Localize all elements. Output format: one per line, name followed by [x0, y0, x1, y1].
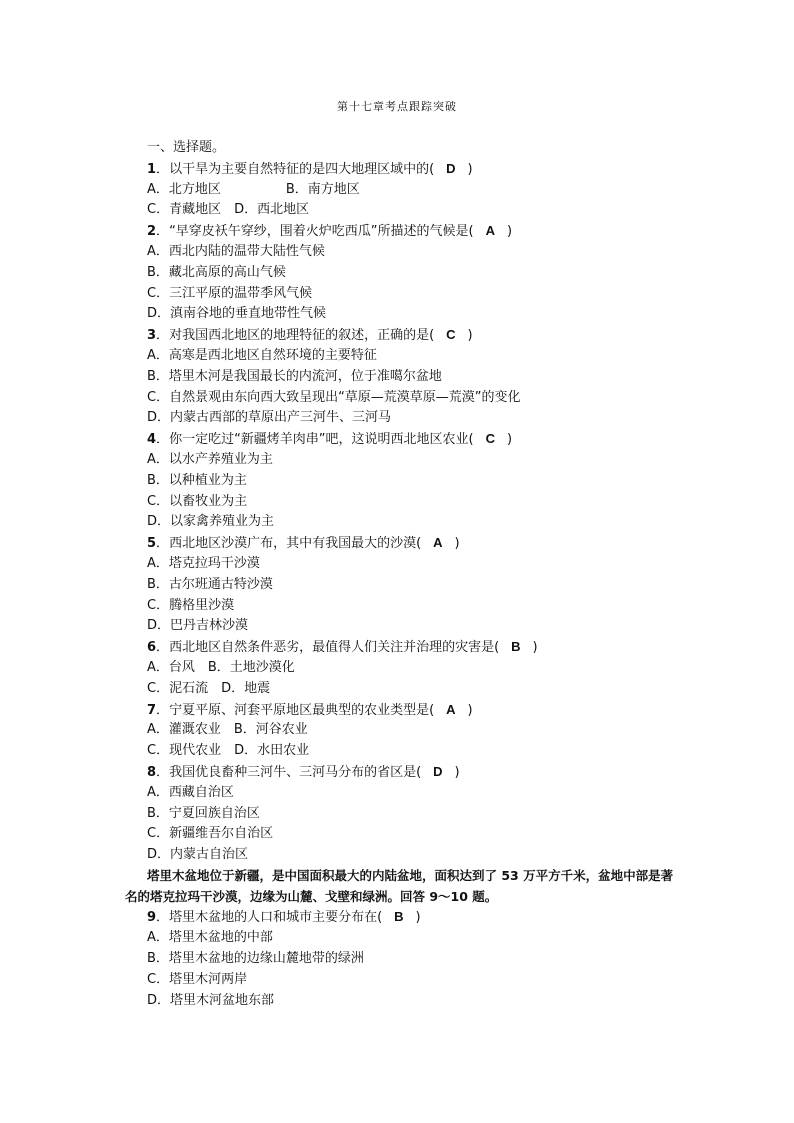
option-line: C．泥石流 D．地震 — [147, 680, 271, 696]
question-stem — [147, 700, 707, 721]
question-5 — [147, 533, 707, 637]
question-number-separator: ． — [156, 432, 170, 448]
option-line: B．塔里木盆地的边缘山麓地带的绿洲 — [147, 951, 364, 967]
question-stem — [147, 637, 707, 658]
question-7 — [147, 700, 707, 762]
question-text: 宁夏平原、河套平原地区最典型的农业类型是( — [169, 702, 435, 718]
answer-letter: B — [394, 909, 404, 925]
question-stem — [147, 159, 707, 180]
question-number-separator: ． — [156, 536, 170, 552]
answer-letter: D — [446, 160, 456, 176]
passage-text: 塔里木盆地位于新疆，是中国面积最大的内陆盆地，面积达到了 53 万平方千米，盆地中部是著名的塔克拉玛干沙漠，边缘为山麓、戈壁和绿洲。回答 9～10 题。 — [125, 867, 674, 904]
option-line: D．巴丹吉林沙漠 — [147, 618, 249, 634]
option-line: A．灌溉农业 B．河谷农业 — [147, 722, 308, 738]
question-3 — [147, 325, 707, 429]
option-line: B．塔里木河是我国最长的内流河，位于准噶尔盆地 — [147, 368, 442, 384]
question-stem — [147, 533, 707, 554]
reading-passage — [125, 866, 685, 908]
option-line: D．内蒙古西部的草原出产三河牛、三河马 — [147, 410, 392, 426]
question-number: 2 — [147, 224, 157, 240]
option-line: A．高寒是西北地区自然环境的主要特征 — [147, 347, 377, 363]
answer-bracket-close: ) — [454, 536, 460, 552]
question-1 — [147, 159, 707, 221]
option-line: D．以家禽养殖业为主 — [147, 514, 275, 530]
answer-bracket-close: ) — [467, 702, 473, 718]
question-number: 3 — [147, 328, 157, 344]
question-number: 8 — [147, 764, 157, 780]
option-line: C．青藏地区 D．西北地区 — [147, 202, 310, 218]
question-2 — [147, 221, 707, 325]
option-line: B．以种植业为主 — [147, 472, 247, 488]
question-number: 1 — [147, 161, 157, 177]
question-number-separator: ． — [156, 328, 170, 344]
answer-bracket-close: ) — [467, 328, 473, 344]
option-line: C．自然景观由东向西大致呈现出“草原—荒漠草原—荒漠”的变化 — [147, 389, 521, 405]
answer-bracket-close: ) — [532, 640, 538, 656]
question-number: 9 — [147, 910, 157, 926]
question-4 — [147, 429, 707, 533]
option-line: B．藏北高原的高山气候 — [147, 264, 286, 280]
answer-letter: B — [511, 639, 521, 655]
question-text: “早穿皮袄午穿纱，围着火炉吃西瓜”所描述的气候是( — [169, 224, 474, 240]
question-text: 塔里木盆地的人口和城市主要分布在( — [169, 910, 383, 926]
question-number-separator: ． — [156, 910, 170, 926]
answer-bracket-close: ) — [507, 432, 513, 448]
answer-letter: A — [446, 701, 456, 717]
question-stem — [147, 325, 707, 346]
option-line: A．西北内陆的温带大陆性气候 — [147, 243, 325, 259]
question-stem — [147, 221, 707, 242]
question-number: 7 — [147, 702, 157, 718]
question-9 — [147, 907, 707, 1011]
document-body — [125, 138, 707, 1011]
option-line: C．以畜牧业为主 — [147, 493, 248, 509]
option-line: C．腾格里沙漠 — [147, 597, 235, 613]
section-heading: 一、选择题。 — [147, 140, 226, 155]
question-6 — [147, 637, 707, 699]
question-text: 我国优良畜种三河牛、三河马分布的省区是( — [169, 764, 422, 780]
question-text: 你一定吃过“新疆烤羊肉串”吧，这说明西北地区农业( — [169, 432, 474, 448]
option-line: C．三江平原的温带季风气候 — [147, 285, 313, 301]
question-text: 对我国西北地区的地理特征的叙述，正确的是( — [169, 328, 435, 344]
question-stem — [147, 429, 707, 450]
question-number-separator: ． — [156, 702, 170, 718]
question-text: 西北地区沙漠广布，其中有我国最大的沙漠( — [169, 536, 422, 552]
answer-letter: C — [446, 327, 456, 343]
question-text: 西北地区自然条件恶劣，最值得人们关注并治理的灾害是( — [169, 640, 500, 656]
answer-letter: A — [433, 535, 443, 551]
page-title: 第十七章考点跟踪突破 — [337, 100, 457, 113]
answer-bracket-close: ) — [467, 161, 473, 177]
option-line: A．以水产养殖业为主 — [147, 451, 273, 467]
option-line: A．北方地区 B．南方地区 — [147, 181, 360, 197]
question-number-separator: ． — [156, 224, 170, 240]
answer-letter: C — [485, 431, 495, 447]
question-number: 4 — [147, 432, 157, 448]
question-8 — [147, 762, 707, 866]
option-line: A．台风 B．土地沙漠化 — [147, 659, 295, 675]
option-line: C．塔里木河两岸 — [147, 971, 248, 987]
question-number: 6 — [147, 640, 157, 656]
option-line: C．新疆维吾尔自治区 — [147, 826, 274, 842]
option-line: D．滇南谷地的垂直地带性气候 — [147, 306, 327, 322]
option-line: C．现代农业 D．水田农业 — [147, 743, 310, 759]
question-list — [147, 159, 707, 866]
question-stem — [147, 907, 707, 928]
question-text: 以干旱为主要自然特征的是四大地理区域中的( — [169, 161, 435, 177]
option-line: A．塔克拉玛干沙漠 — [147, 555, 260, 571]
option-line: B．古尔班通古特沙漠 — [147, 576, 273, 592]
question-stem — [147, 762, 707, 783]
question-number-separator: ． — [156, 161, 170, 177]
question-number-separator: ． — [156, 640, 170, 656]
option-line: D．塔里木河盆地东部 — [147, 992, 275, 1008]
answer-letter: D — [433, 763, 443, 779]
answer-bracket-close: ) — [507, 224, 513, 240]
option-line: A．西藏自治区 — [147, 784, 234, 800]
question-number-separator: ． — [156, 764, 170, 780]
option-line: D．内蒙古自治区 — [147, 847, 249, 863]
answer-letter: A — [485, 223, 495, 239]
option-line: B．宁夏回族自治区 — [147, 805, 260, 821]
question-number: 5 — [147, 536, 157, 552]
option-line: A．塔里木盆地的中部 — [147, 930, 273, 946]
answer-bracket-close: ) — [454, 764, 460, 780]
answer-bracket-close: ) — [415, 910, 421, 926]
